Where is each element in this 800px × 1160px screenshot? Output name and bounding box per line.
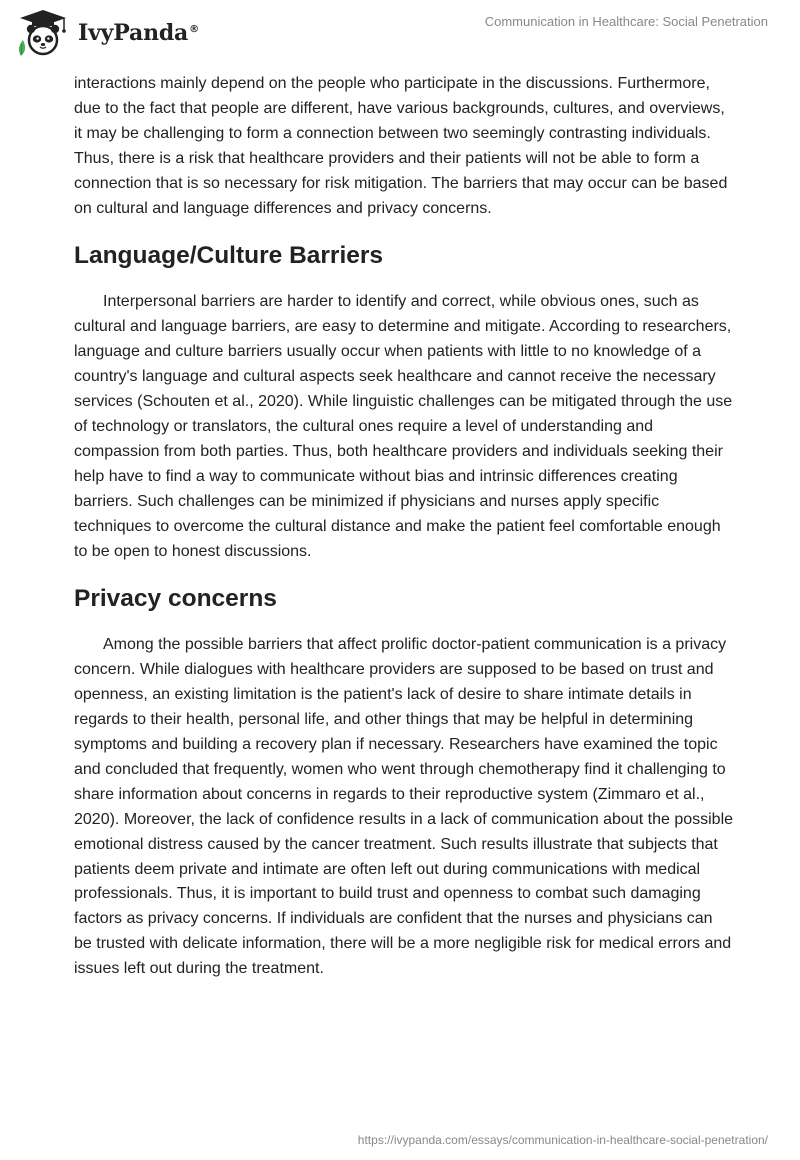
section-paragraph-privacy: Among the possible barriers that affect prolific doctor-patient communication is a privacy concern. While dialogues with healthcare providers are supposed to be based on trust and openness, an existing limitation is the patient's lack of desire to share intimate details in regards to their health, personal life, and other things that may be helpful in determining symptoms and building a recovery plan if necessary. Researchers have examined the topic and concluded that frequently, women who went through chemotherapy find it challenging to share information about concerns in regards to their reproductive system (Zimmaro et al., 2020). Moreover, the lack of confidence results in a lack of communication about the possible emotional distress caused by the cancer treatment. Such results illustrate that subjects that patients deem private and intimate are often left out during communications with medical professionals. Thus, it is important to build trust and openness to combat such damaging factors as privacy concerns. If individuals are confident that the nurses and physicians can be trusted with delicate information, there will be a more negligible risk for medical errors and issues left out during the treatment. [74,636,734,978]
article-body [74,72,734,982]
brand-name: IvyPanda® [78,20,199,46]
intro-paragraph: interactions mainly depend on the people who participate in the discussions. Furthermore, due to the fact that people are different, have various backgrounds, cultures, and overviews, it may be challenging to form a connection between two seemingly contrasting individuals. Thus, there is a risk that healthcare providers and their patients will not be able to form a connection that is so necessary for risk mitigation. The barriers that may occur can be based on cultural and language differences and privacy concerns. [74,75,728,217]
page-header [0,0,800,70]
section-heading-privacy: Privacy concerns [74,585,277,613]
section-heading-language-culture: Language/Culture Barriers [74,242,384,270]
document-title: Communication in Healthcare: Social Penetration [484,14,768,29]
brand-logo[interactable] [14,8,199,58]
section-paragraph-language-culture: Interpersonal barriers are harder to identify and correct, while obvious ones, such as cultural and language barriers, are easy to determine and mitigate. According to researchers, language and culture barriers usually occur when patients with little to no knowledge of a country's language and cultural aspects seek healthcare and cannot receive the necessary services (Schouten et al., 2020). While linguistic challenges can be mitigated through the use of technology or translators, the cultural ones require a level of understanding and compassion from both parties. Thus, both healthcare providers and individuals seeking their help have to find a way to communicate without bias and intrinsic differences creating barriers. Such challenges can be minimized if physicians and nurses apply specific techniques to overcome the cultural distance and make the patient feel comfortable enough to be open to honest discussions. [74,293,733,560]
registered-mark: ® [189,23,199,35]
panda-graduate-icon [14,8,72,58]
source-url[interactable]: https://ivypanda.com/essays/communication-in-healthcare-social-penetration/ [357,1133,768,1147]
